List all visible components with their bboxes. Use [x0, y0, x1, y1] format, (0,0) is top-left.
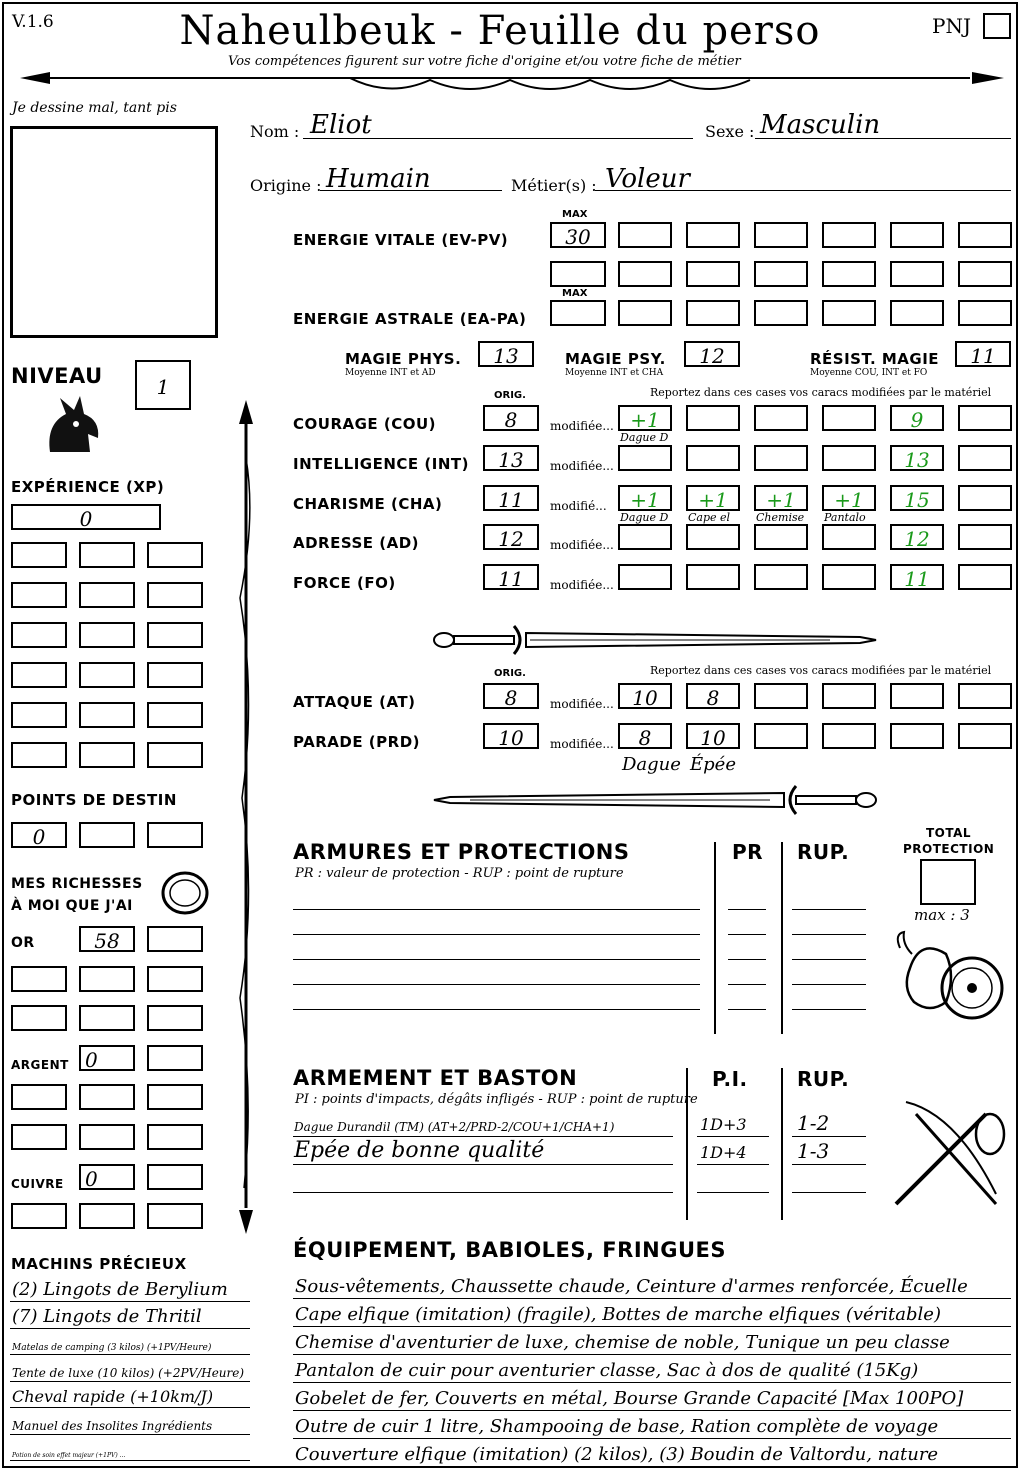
richesses-label-2: À MOI QUE J'AI [11, 898, 133, 914]
ev-row2-box-6[interactable] [890, 261, 944, 287]
armement-pi-label: P.I. [712, 1067, 748, 1091]
modifiee-label: modifié... [550, 499, 607, 513]
cuivre-label: CUIVRE [11, 1177, 64, 1191]
portrait-caption: Je dessine mal, tant pis [12, 100, 177, 116]
argent-label: ARGENT [11, 1058, 69, 1072]
ev-row1-box-3[interactable] [754, 222, 808, 248]
armures-pr-label: PR [732, 840, 764, 864]
carac-orig-box[interactable]: 11 [483, 564, 539, 590]
carac-mod-box[interactable] [618, 524, 672, 550]
carac-mod-box[interactable] [754, 564, 808, 590]
carac-mod-box[interactable]: +1 [618, 405, 672, 431]
or-box[interactable] [147, 1005, 203, 1031]
carac-mod-box[interactable] [958, 524, 1012, 550]
combat-label: ATTAQUE (AT) [293, 693, 416, 711]
armures-note: PR : valeur de protection - RUP : point de rupture [295, 866, 624, 881]
ev-row1-box-5[interactable] [890, 222, 944, 248]
carac-mod-box[interactable]: +1 [686, 485, 740, 511]
argent-box-1[interactable]: 0 [79, 1045, 135, 1071]
carac-label: INTELLIGENCE (INT) [293, 455, 469, 473]
ev-row2-box-4[interactable] [754, 261, 808, 287]
ea-max-box[interactable] [550, 300, 606, 326]
cuivre-box-5[interactable] [147, 1203, 203, 1229]
xp-box[interactable] [79, 702, 135, 728]
magie-psy-note: Moyenne INT et CHA [565, 368, 664, 378]
armure-pr-line[interactable] [728, 934, 766, 935]
combat-mod-box[interactable] [890, 683, 944, 709]
ev-row2-box-2[interactable] [618, 261, 672, 287]
armure-line[interactable] [293, 959, 700, 960]
cuivre-box-1[interactable]: 0 [79, 1164, 135, 1190]
xp-box[interactable] [79, 662, 135, 688]
destin-box-1[interactable]: 0 [11, 822, 67, 848]
carac-mod-box[interactable]: 15 [890, 485, 944, 511]
or-box-2[interactable] [147, 926, 203, 952]
xp-box[interactable] [147, 702, 203, 728]
combat-mod-box[interactable]: 10 [618, 683, 672, 709]
portrait-box[interactable] [10, 126, 218, 338]
equipement-line-text: Outre de cuir 1 litre, Shampooing de base, Ration complète de voyage [295, 1416, 939, 1437]
machin-item[interactable] [10, 1356, 250, 1382]
magie-phys-note: Moyenne INT et AD [345, 368, 436, 378]
ev-row1-box-4[interactable] [822, 222, 876, 248]
or-box-1[interactable]: 58 [79, 926, 135, 952]
combat-report-note: Reportez dans ces cases vos caracs modifiées par le matériel [650, 664, 992, 677]
machin-item-text: Matelas de camping (3 kilos) (+1PV/Heure) [12, 1343, 212, 1353]
coin-icon [160, 870, 210, 916]
xp-box[interactable] [11, 582, 67, 608]
argent-box[interactable] [79, 1084, 135, 1110]
carac-orig-box[interactable]: 11 [483, 485, 539, 511]
carac-mod-box[interactable] [822, 524, 876, 550]
sexe-value[interactable]: Masculin [760, 110, 881, 140]
arme-line [293, 1136, 673, 1137]
combat-mod-box[interactable] [890, 723, 944, 749]
equipement-line-text: Sous-vêtements, Chaussette chaude, Ceinture d'armes renforcée, Écuelle [295, 1276, 968, 1297]
machins-label: MACHINS PRÉCIEUX [11, 1255, 187, 1273]
carac-mod-box[interactable]: 13 [890, 445, 944, 471]
carac-mod-box[interactable] [686, 445, 740, 471]
machin-item-text: (2) Lingots de Berylium [12, 1279, 228, 1300]
armure-pr-line[interactable] [728, 1009, 766, 1010]
armement-title: ARMEMENT ET BASTON [293, 1066, 578, 1090]
carac-mod-box[interactable] [822, 405, 876, 431]
ev-label: ENERGIE VITALE (EV-PV) [293, 231, 509, 249]
carac-orig-box[interactable]: 8 [483, 405, 539, 431]
carac-label: CHARISME (CHA) [293, 495, 443, 513]
machin-item[interactable] [10, 1409, 250, 1435]
modifiee-label: modifiée... [550, 419, 614, 433]
pnj-label: PNJ [932, 14, 971, 38]
sword-icon-2 [430, 780, 880, 820]
weapon-note-epee: Épée [690, 754, 736, 775]
machin-item-text: Manuel des Insolites Ingrédients [12, 1418, 213, 1433]
xp-box[interactable] [147, 622, 203, 648]
machin-item[interactable] [10, 1382, 250, 1408]
dragon-icon [40, 394, 104, 460]
combat-mod-box[interactable] [822, 723, 876, 749]
ea-row-box-1[interactable] [618, 300, 672, 326]
total-protection-label-2: PROTECTION [903, 842, 995, 856]
combat-mod-box[interactable] [754, 683, 808, 709]
carac-orig-label: ORIG. [494, 390, 526, 401]
combat-mod-box[interactable] [958, 723, 1012, 749]
xp-box[interactable] [11, 622, 67, 648]
argent-box[interactable] [79, 1124, 135, 1150]
version-label: V.1.6 [12, 12, 54, 32]
magie-phys-box[interactable]: 13 [478, 341, 534, 367]
machin-item[interactable] [10, 1276, 250, 1302]
carac-mod-box[interactable] [754, 445, 808, 471]
xp-box[interactable] [11, 742, 67, 768]
ea-row-box-4[interactable] [822, 300, 876, 326]
armure-pr-line[interactable] [728, 984, 766, 985]
armement-divider-2 [781, 1068, 783, 1220]
equipement-line-text: Cape elfique (imitation) (fragile), Bottes de marche elfiques (véritable) [295, 1304, 941, 1325]
origine-value[interactable]: Humain [326, 164, 431, 194]
machin-item-text: Tente de luxe (10 kilos) (+2PV/Heure) [12, 1365, 245, 1380]
ev-row1-box-2[interactable] [686, 222, 740, 248]
equipement-line[interactable] [293, 1301, 1011, 1327]
xp-total-box[interactable]: 0 [11, 504, 161, 530]
armure-rup-line[interactable] [792, 1009, 866, 1010]
carac-mod-box[interactable] [686, 564, 740, 590]
equipement-line[interactable] [293, 1273, 1011, 1299]
xp-box[interactable] [11, 702, 67, 728]
modifiee-label: modifiée... [550, 538, 614, 552]
carac-label: FORCE (FO) [293, 574, 396, 592]
destin-box-3[interactable] [147, 822, 203, 848]
armement-divider-1 [686, 1068, 688, 1220]
carac-mod-note: Cape el [688, 511, 731, 524]
xp-box[interactable] [79, 582, 135, 608]
equipement-line[interactable] [293, 1357, 1011, 1383]
ev-row2-box-5[interactable] [822, 261, 876, 287]
carac-mod-box[interactable] [754, 405, 808, 431]
combat-mod-box[interactable] [754, 723, 808, 749]
carac-mod-note: Chemise [756, 511, 805, 524]
machin-item[interactable] [10, 1435, 250, 1461]
ev-row2-box-1[interactable] [550, 261, 606, 287]
combat-mod-box[interactable] [822, 683, 876, 709]
xp-box[interactable] [147, 742, 203, 768]
modifiee-label: modifiée... [550, 697, 614, 711]
carac-mod-box[interactable]: 12 [890, 524, 944, 550]
xp-box[interactable] [79, 742, 135, 768]
magie-psy-box[interactable]: 12 [684, 341, 740, 367]
xp-box[interactable] [147, 662, 203, 688]
arme-rup[interactable]: 1-3 [797, 1139, 830, 1163]
machin-item-text: Cheval rapide (+10km/J) [12, 1387, 214, 1406]
carac-mod-box[interactable]: 11 [890, 564, 944, 590]
armure-rup-line[interactable] [792, 984, 866, 985]
arme-line [293, 1192, 673, 1193]
or-box[interactable] [79, 1005, 135, 1031]
ev-row1-box-1[interactable] [618, 222, 672, 248]
armure-line[interactable] [293, 984, 700, 985]
ev-row1-box-6[interactable] [958, 222, 1012, 248]
armure-line[interactable] [293, 909, 700, 910]
arme-rup-line [792, 1136, 866, 1137]
armement-rup-label: RUP. [797, 1067, 850, 1091]
equipement-line-text: Gobelet de fer, Couverts en métal, Bourse Grande Capacité [Max 100PO] [295, 1388, 964, 1409]
origine-label: Origine : [250, 176, 322, 195]
carac-mod-box[interactable] [754, 524, 808, 550]
armure-rup-line[interactable] [792, 959, 866, 960]
or-label: OR [11, 935, 35, 951]
machin-item-text: (7) Lingots de Thritil [12, 1305, 202, 1327]
carac-label: ADRESSE (AD) [293, 534, 420, 552]
armure-line[interactable] [293, 934, 700, 935]
armures-rup-label: RUP. [797, 840, 850, 864]
argent-box[interactable] [147, 1124, 203, 1150]
sheet-subtitle: Vos compétences figurent sur votre fiche d'origine et/ou votre fiche de métier [228, 54, 741, 69]
carac-mod-box[interactable] [958, 564, 1012, 590]
nom-value[interactable]: Eliot [310, 110, 372, 140]
weapons-icon [886, 1094, 1012, 1218]
carac-mod-box[interactable] [958, 445, 1012, 471]
combat-label: PARADE (PRD) [293, 733, 421, 751]
combat-mod-box[interactable]: 8 [686, 683, 740, 709]
carac-mod-box[interactable]: 9 [890, 405, 944, 431]
carac-mod-box[interactable] [822, 445, 876, 471]
total-protection-box[interactable] [920, 859, 976, 905]
arme-name[interactable]: Dague Durandil (TM) (AT+2/PRD-2/COU+1/CHA+1) [294, 1120, 615, 1134]
carac-mod-box[interactable] [618, 564, 672, 590]
equipement-line[interactable] [293, 1385, 1011, 1411]
carac-orig-box[interactable]: 13 [483, 445, 539, 471]
carac-orig-box[interactable]: 12 [483, 524, 539, 550]
armure-pr-line[interactable] [728, 909, 766, 910]
helmet-shield-icon [890, 928, 1010, 1038]
cuivre-box-2[interactable] [147, 1164, 203, 1190]
ea-row-box-6[interactable] [958, 300, 1012, 326]
modifiee-label: modifiée... [550, 737, 614, 751]
argent-box[interactable] [147, 1084, 203, 1110]
pnj-checkbox[interactable] [983, 13, 1011, 39]
or-box[interactable] [11, 1005, 67, 1031]
magie-phys-label: MAGIE PHYS. [345, 350, 462, 368]
equipement-line[interactable] [293, 1413, 1011, 1439]
niveau-box[interactable]: 1 [135, 360, 191, 410]
arme-name[interactable]: Epée de bonne qualité [294, 1138, 545, 1163]
sexe-label: Sexe : [705, 122, 755, 141]
modifiee-label: modifiée... [550, 578, 614, 592]
equipement-line-text: Pantalon de cuir pour aventurier classe, Sac à dos de qualité (15Kg) [295, 1360, 919, 1381]
arme-line [293, 1164, 673, 1165]
carac-mod-box[interactable]: +1 [754, 485, 808, 511]
resist-magie-label: RÉSIST. MAGIE [810, 350, 940, 368]
metier-value[interactable]: Voleur [605, 164, 690, 194]
armure-pr-line[interactable] [728, 959, 766, 960]
carac-mod-note: Pantalo [824, 511, 866, 524]
xp-label: EXPÉRIENCE (XP) [11, 478, 165, 496]
cuivre-box-3[interactable] [11, 1203, 67, 1229]
arme-rup-line [792, 1164, 866, 1165]
xp-box[interactable] [147, 582, 203, 608]
weapon-note-dague: Dague [622, 754, 681, 775]
arme-pi-line [697, 1164, 769, 1165]
arme-pi-line [697, 1136, 769, 1137]
destin-label: POINTS DE DESTIN [11, 791, 177, 809]
carac-mod-note: Dague D [620, 431, 669, 444]
ea-row-box-2[interactable] [686, 300, 740, 326]
or-box[interactable] [147, 966, 203, 992]
combat-mod-box[interactable]: 8 [618, 723, 672, 749]
carac-mod-box[interactable] [958, 405, 1012, 431]
machin-item[interactable] [10, 1329, 250, 1355]
richesses-label-1: MES RICHESSES [11, 876, 143, 892]
ev-max-box[interactable]: 30 [550, 222, 606, 248]
armure-line[interactable] [293, 1009, 700, 1010]
ea-max-label: MAX [562, 288, 588, 299]
armures-title: ARMURES ET PROTECTIONS [293, 840, 630, 864]
armures-divider-1 [714, 842, 716, 1034]
xp-box[interactable] [11, 542, 67, 568]
arme-pi[interactable]: 1D+4 [700, 1143, 747, 1162]
ev-max-label: MAX [562, 209, 588, 220]
equipement-line-text: Couverture elfique (imitation) (2 kilos), (3) Boudin de Valtordu, nature [295, 1444, 939, 1465]
armure-rup-line[interactable] [792, 934, 866, 935]
modifiee-label: modifiée... [550, 459, 614, 473]
total-protection-label-1: TOTAL [926, 826, 972, 840]
combat-orig-box[interactable]: 10 [483, 723, 539, 749]
carac-mod-box[interactable]: +1 [822, 485, 876, 511]
carac-mod-box[interactable]: +1 [618, 485, 672, 511]
argent-box-2[interactable] [147, 1045, 203, 1071]
combat-mod-box[interactable] [958, 683, 1012, 709]
max-protection-note: max : 3 [914, 906, 970, 924]
destin-box-2[interactable] [79, 822, 135, 848]
sword-icon [430, 620, 880, 660]
xp-box[interactable] [11, 662, 67, 688]
carac-mod-box[interactable] [686, 524, 740, 550]
vertical-spear-icon [226, 398, 266, 1238]
carac-mod-box[interactable] [958, 485, 1012, 511]
xp-box[interactable] [147, 542, 203, 568]
resist-magie-box[interactable]: 11 [955, 341, 1011, 367]
magie-psy-label: MAGIE PSY. [565, 350, 666, 368]
ea-label: ENERGIE ASTRALE (EA-PA) [293, 310, 527, 328]
xp-box[interactable] [79, 622, 135, 648]
equipement-line[interactable] [293, 1441, 1011, 1467]
resist-magie-note: Moyenne COU, INT et FO [810, 368, 928, 378]
equipement-line[interactable] [293, 1329, 1011, 1355]
armure-rup-line[interactable] [792, 909, 866, 910]
nom-label: Nom : [250, 122, 300, 141]
equipement-line-text: Chemise d'aventurier de luxe, chemise de noble, Tunique un peu classe [295, 1332, 950, 1353]
arme-pi-line [697, 1192, 769, 1193]
argent-box[interactable] [11, 1124, 67, 1150]
combat-orig-label: ORIG. [494, 668, 526, 679]
carac-mod-note: Dague D [620, 511, 669, 524]
arme-rup[interactable]: 1-2 [797, 1111, 830, 1135]
or-box[interactable] [79, 966, 135, 992]
carac-mod-box[interactable] [822, 564, 876, 590]
equipement-title: ÉQUIPEMENT, BABIOLES, FRINGUES [293, 1238, 726, 1262]
combat-mod-box[interactable]: 10 [686, 723, 740, 749]
carac-label: COURAGE (COU) [293, 415, 437, 433]
ev-row2-box-3[interactable] [686, 261, 740, 287]
niveau-label: NIVEAU [11, 364, 103, 388]
ea-row-box-5[interactable] [890, 300, 944, 326]
machin-item[interactable] [10, 1303, 250, 1329]
xp-box[interactable] [79, 542, 135, 568]
or-box[interactable] [11, 966, 67, 992]
ev-row2-box-7[interactable] [958, 261, 1012, 287]
machin-item-text: Potion de soin effet majeur (+1PV) ... [12, 1452, 126, 1459]
argent-box[interactable] [11, 1084, 67, 1110]
cuivre-box-4[interactable] [79, 1203, 135, 1229]
carac-report-note: Reportez dans ces cases vos caracs modifiées par le matériel [650, 386, 992, 399]
arme-rup-line [792, 1192, 866, 1193]
metier-label: Métier(s) : [511, 176, 597, 195]
armures-divider-2 [781, 842, 783, 1034]
armement-note: PI : points d'impacts, dégâts infligés - RUP : point de rupture [295, 1092, 698, 1107]
combat-orig-box[interactable]: 8 [483, 683, 539, 709]
sheet-title: Naheulbeuk - Feuille du perso [179, 8, 821, 54]
carac-mod-box[interactable] [618, 445, 672, 471]
carac-mod-box[interactable] [686, 405, 740, 431]
arme-pi[interactable]: 1D+3 [700, 1115, 747, 1134]
ea-row-box-3[interactable] [754, 300, 808, 326]
